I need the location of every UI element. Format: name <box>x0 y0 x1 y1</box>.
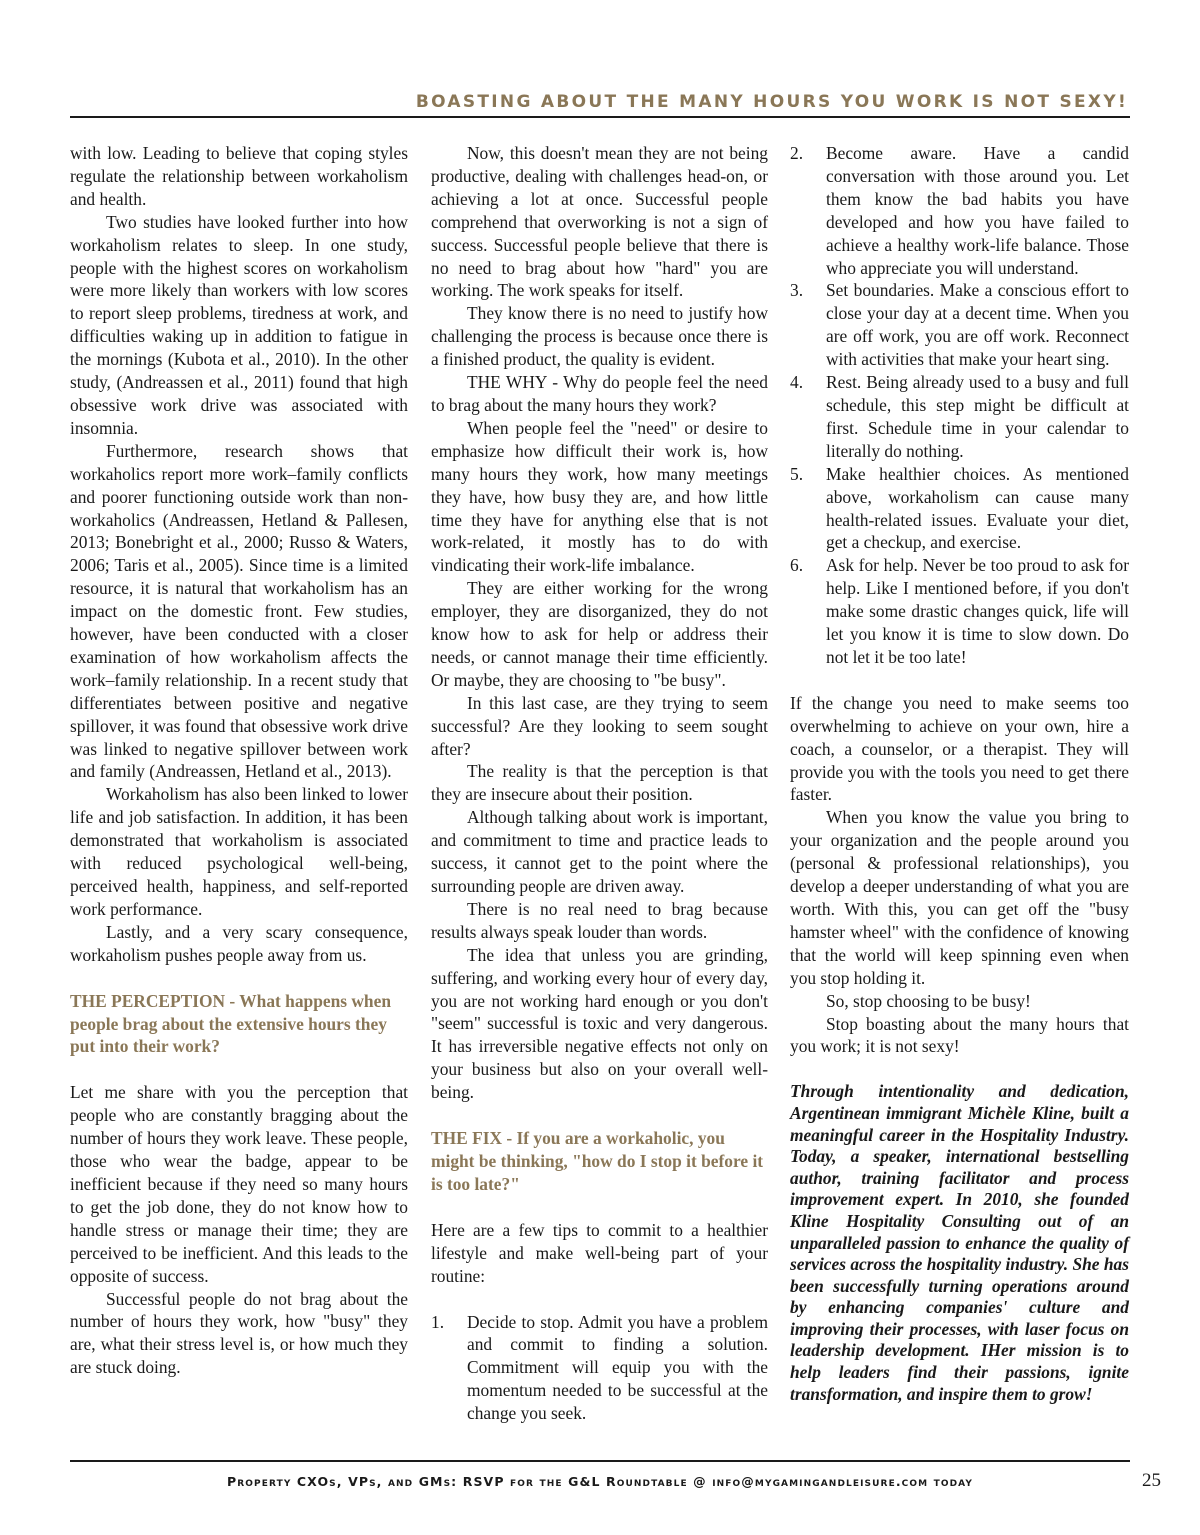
paragraph: If the change you need to make seems too overwhelming to achieve on your own, hire a coach, a counselor, or a therapist. They will provide you with the tools you need to get there faster. <box>790 692 1129 805</box>
paragraph: Successful people do not brag about the number of hours they work, how "busy" they are, what their stress level is, or how much they are stuck doing. <box>70 1288 408 1378</box>
list-item-number: 2. <box>790 143 804 163</box>
paragraph: There is no real need to brag because results always speak louder than words. <box>431 898 768 942</box>
list-item <box>790 142 1129 279</box>
paragraph: So, stop choosing to be busy! <box>826 990 1031 1011</box>
tips-list <box>431 1311 768 1426</box>
paragraph: When you know the value you bring to your organization and the people around you (personal & professional relationships), you develop a deeper understanding of what you are worth. With this, you can get off the "busy hamster wheel" with the confidence of knowing that the world will keep spinning even when you stop holding it. <box>790 807 1129 988</box>
paragraph: They are either working for the wrong employer, they are disorganized, they do not know how to ask for help or address their needs, or cannot manage their time efficiently. Or maybe, they are choosing to "be busy". <box>431 578 768 690</box>
paragraph: Workaholism has also been linked to lower life and job satisfaction. In addition, it has been demonstrated that workaholism is associated with reduced psychological well-being, perceived health, happiness, and self-reported work performance. <box>70 784 408 919</box>
paragraph: Lastly, and a very scary consequence, workaholism pushes people away from us. <box>70 921 408 965</box>
article-column-2 <box>431 142 768 1425</box>
tips-list <box>790 142 1129 669</box>
paragraph: Although talking about work is important, and commitment to time and practice leads to success, it cannot get to the point where the surrounding people are driven away. <box>431 807 768 896</box>
paragraph: Two studies have looked further into how workaholism relates to sleep. In one study, people with the highest scores on workaholism were more likely than workers with low scores to report sleep problems, tiredness at work, and difficulties waking up in addition to fatigue in the mornings (Kubota et al., 2010). In the other study, (Andreassen et al., 2011) found that high obsessive work drive was associated with insomnia. <box>70 211 408 438</box>
list-item-number: 3. <box>790 280 804 301</box>
list-item <box>431 1311 768 1426</box>
list-item-number: 6. <box>790 555 804 576</box>
article-column-1 <box>70 142 408 1379</box>
page-number: 25 <box>1142 1470 1161 1491</box>
list-item <box>790 371 1129 463</box>
list-item-number: 5. <box>790 463 804 484</box>
paragraph: Let me share with you the perception that people who are constantly bragging about the number of hours they work leave. These people, those who wear the badge, appear to be inefficient because if they need so many hours to get the job done, they do not know how to handle stress or manage their time; they are perceived to be inefficient. And this leads to the opposite of success. <box>70 1082 408 1286</box>
paragraph: They know there is no need to justify how challenging the process is because once there is a finished product, the quality is evident. <box>431 303 768 370</box>
paragraph: The reality is that the perception is that they are insecure about their position. <box>431 761 768 805</box>
list-item-text: Decide to stop. Admit you have a problem and commit to finding a solution. Commitment will equip you with the momentum needed to be successful at the change you seek. <box>467 1311 768 1424</box>
list-item-text: Ask for help. Never be too proud to ask for help. Like I mentioned before, if you don't make some drastic changes quick, life will let you know it is time to slow down. Do not let it be too late! <box>826 555 1129 667</box>
paragraph: When people feel the "need" or desire to emphasize how difficult their work is, how many hours they work, how many meetings they have, how busy they are, and how little time they have for anything else that is not work-related, it mostly has to do with vindicating their work-life imbalance. <box>431 417 768 576</box>
article-column-3 <box>790 142 1129 1405</box>
paragraph: Now, this doesn't mean they are not being productive, dealing with challenges head-on, or achieving a lot at once. Successful people comprehend that overworking is not a sign of success. Successful people believe that there is no need to brag about how "hard" you are working. The work speaks for itself. <box>431 143 768 301</box>
running-header <box>70 92 1130 118</box>
footer-divider <box>70 1460 1130 1462</box>
paragraph: Furthermore, research shows that workaholics report more work–family conflicts and poorer functioning outside work than non-workaholics (Andreassen, Hetland & Pallesen, 2013; Bonebright et al., 2000; Russo & Waters, 2006; Taris et al., 2005). Since time is a limited resource, it is natural that workaholism has an impact on the domestic front. Few studies, however, have been conducted with a closer examination of how workaholism affects the work–family relationship. In a recent study that differentiates between positive and negative spillover, it was found that obsessive work drive was linked to negative spillover between work and family (Andreassen, Hetland et al., 2013). <box>70 440 408 782</box>
list-item-text: Rest. Being already used to a busy and full schedule, this step might be difficult at first. Schedule time in your calendar to literally do nothing. <box>826 372 1129 461</box>
section-heading-fix: THE FIX - If you are a workaholic, you might be thinking, "how do I stop it before it is too late?" <box>431 1128 764 1194</box>
list-item-text: Make healthier choices. As mentioned above, workaholism can cause many health-related issues. Evaluate your diet, get a checkup, and exercise. <box>826 463 1129 553</box>
list-item-text: Set boundaries. Make a conscious effort to close your day at a decent time. When you are off work, you are off work. Reconnect with activities that make your heart sing. <box>826 280 1129 370</box>
list-item-number: 4. <box>790 372 804 393</box>
paragraph: Stop boasting about the many hours that you work; it is not sexy! <box>790 1013 1129 1057</box>
footer-promo: Property CXOs, VPs, and GMs: RSVP for the G&L Roundtable @ info@mygamingandleisure.com today <box>226 1474 974 1489</box>
paragraph: with low. Leading to believe that coping styles regulate the relationship between workaholism and health. <box>70 143 408 209</box>
section-heading-perception: THE PERCEPTION - What happens when people brag about the extensive hours they put into their work? <box>70 990 391 1057</box>
paragraph: Here are a few tips to commit to a healthier lifestyle and make well-being part of your routine: <box>431 1219 768 1286</box>
list-item <box>790 463 1129 555</box>
list-item <box>790 554 1129 669</box>
author-bio: Through intentionality and dedication, Argentinean immigrant Michèle Kline, built a meaningful career in the Hospitality Industry. Today, a speaker, international bestselling author, training facilitator and process improvement expert. In 2010, she founded Kline Hospitality Consulting out of an unparalleled passion to enhance the quality of services across the hospitality industry. She has been successfully turning operations around by enhancing companies' culture and improving their processes, with laser focus on leadership development. IHer mission is to help leaders find their passions, ignite transformation, and inspire them to grow! <box>790 1081 1129 1404</box>
list-item <box>790 279 1129 371</box>
header-title: BOASTING ABOUT THE MANY HOURS YOU WORK IS NOT SEXY! <box>415 92 1128 112</box>
paragraph: In this last case, are they trying to seem successful? Are they looking to seem sought after? <box>431 692 768 759</box>
list-item-text: Become aware. Have a candid conversation with those around you. Let them know the bad habits you have developed and how you have failed to achieve a healthy work-life balance. Those who appreciate you will understand. <box>826 143 1129 278</box>
list-item-number: 1. <box>431 1311 445 1332</box>
paragraph: THE WHY - Why do people feel the need to brag about the many hours they work? <box>431 372 768 415</box>
paragraph: The idea that unless you are grinding, suffering, and working every hour of every day, you are not working hard enough or you don't "seem" successful is toxic and very dangerous. It has irreversible negative effects not only on your business but also on your overall well-being. <box>431 944 768 1103</box>
